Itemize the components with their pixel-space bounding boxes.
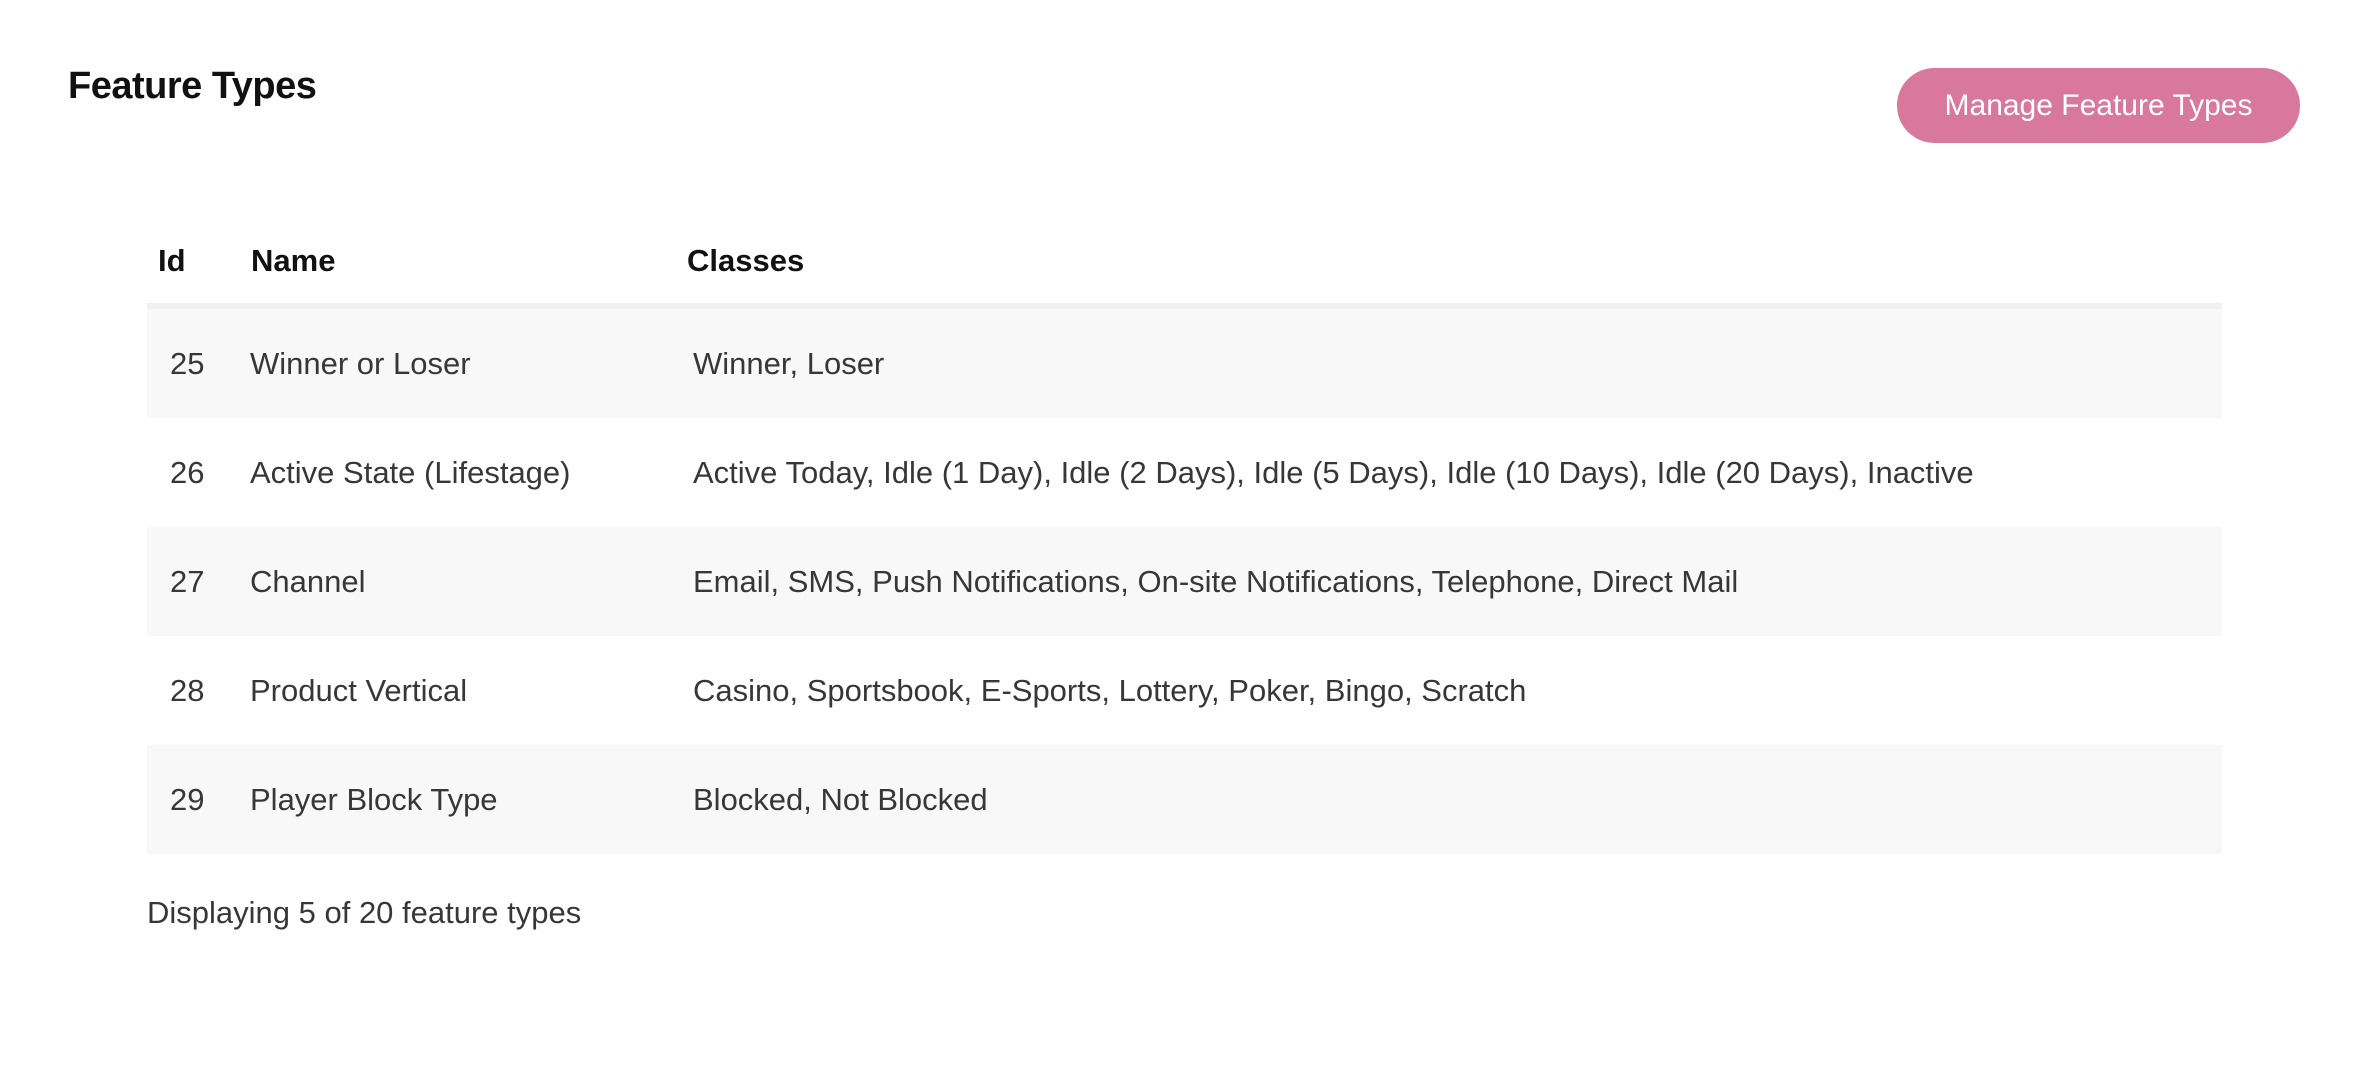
column-header-id: Id <box>158 243 186 278</box>
cell-id: 29 <box>170 782 205 817</box>
table-row <box>147 745 2222 854</box>
cell-classes: Active Today, Idle (1 Day), Idle (2 Days), Idle (5 Days), Idle (10 Days), Idle (20 Days), Inactive <box>693 455 1974 490</box>
cell-classes: Casino, Sportsbook, E-Sports, Lottery, Poker, Bingo, Scratch <box>693 673 1527 708</box>
column-header-classes: Classes <box>687 243 805 278</box>
column-header-name: Name <box>251 243 336 278</box>
page-title: Feature Types <box>68 65 317 107</box>
cell-classes: Blocked, Not Blocked <box>693 782 988 817</box>
table-header-row <box>147 242 2222 303</box>
cell-id: 28 <box>170 673 205 708</box>
manage-feature-types-button[interactable]: Manage Feature Types <box>1897 68 2300 143</box>
table-body <box>147 309 2222 854</box>
table-row <box>147 527 2222 636</box>
cell-name: Product Vertical <box>250 673 468 708</box>
table-row <box>147 309 2222 418</box>
cell-name: Winner or Loser <box>250 346 471 381</box>
cell-name: Channel <box>250 564 366 599</box>
table-row <box>147 636 2222 745</box>
cell-name: Player Block Type <box>250 782 498 817</box>
cell-id: 25 <box>170 346 205 381</box>
cell-classes: Winner, Loser <box>693 346 885 381</box>
results-summary: Displaying 5 of 20 feature types <box>147 895 582 930</box>
cell-id: 26 <box>170 455 205 490</box>
table-row <box>147 418 2222 527</box>
cell-classes: Email, SMS, Push Notifications, On-site Notifications, Telephone, Direct Mail <box>693 564 1739 599</box>
cell-name: Active State (Lifestage) <box>250 455 571 490</box>
cell-id: 27 <box>170 564 205 599</box>
feature-types-table <box>147 242 2222 854</box>
